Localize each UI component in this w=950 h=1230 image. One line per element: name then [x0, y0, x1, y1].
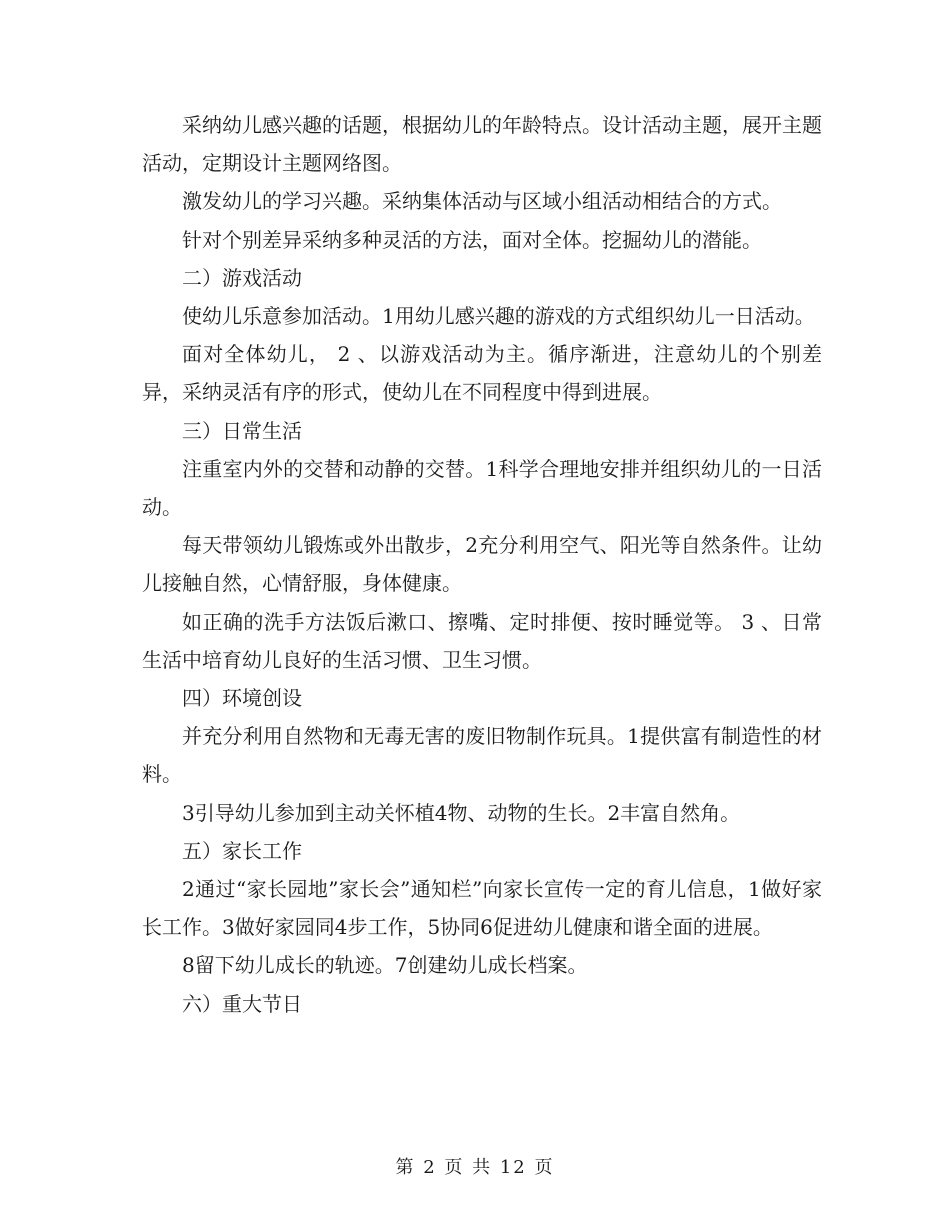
paragraph: 每天带领幼儿锻炼或外出散步，2充分利用空气、阳光等自然条件。让幼儿接触自然，心情舒服，身体健康。	[142, 533, 822, 596]
paragraph: 使幼儿乐意参加活动。1用幼儿感兴趣的游戏的方式组织幼儿一日活动。	[182, 304, 815, 329]
paragraph: 如正确的洗手方法饭后漱口、擦嘴、定时排便、按时睡觉等。 3 、日常生活中培育幼儿良好的生活习惯、卫生习惯。	[142, 609, 822, 672]
paragraph: 针对个别差异采纳多种灵活的方法，面对全体。挖掘幼儿的潜能。	[182, 227, 762, 252]
section-heading: 五）家长工作	[182, 838, 302, 863]
section-heading: 六）重大节日	[182, 991, 302, 1016]
paragraph: 并充分利用自然物和无毒无害的废旧物制作玩具。1提供富有制造性的材料。	[142, 724, 822, 787]
paragraph: 2通过“家长园地”家长会”通知栏”向家长宣传一定的育儿信息，1做好家长工作。3做好家园同4步工作，5协同6促进幼儿健康和谐全面的进展。	[142, 877, 822, 940]
section-heading: 四）环境创设	[182, 686, 302, 711]
paragraph: 注重室内外的交替和动静的交替。1科学合理地安排并组织幼儿的一日活动。	[142, 456, 822, 520]
paragraph: 激发幼儿的学习兴趣。采纳集体活动与区域小组活动相结合的方式。	[182, 189, 782, 214]
paragraph: 8留下幼儿成长的轨迹。7创建幼儿成长档案。	[182, 953, 588, 978]
paragraph: 3引导幼儿参加到主动关怀植4物、动物的生长。2丰富自然角。	[182, 800, 741, 825]
paragraph: 采纳幼儿感兴趣的话题，根据幼儿的年龄特点。设计活动主题，展开主题活动，定期设计主题网络图。	[142, 113, 822, 176]
section-heading: 二）游戏活动	[182, 265, 302, 290]
document-body	[142, 106, 822, 1023]
section-heading: 三）日常生活	[182, 418, 302, 443]
page-number-footer: 第 2 页 共 12 页	[395, 1157, 555, 1178]
paragraph: 面对全体幼儿， 2 、以游戏活动为主。循序渐进，注意幼儿的个别差异，采纳灵活有序的形式，使幼儿在不同程度中得到进展。	[142, 342, 822, 405]
